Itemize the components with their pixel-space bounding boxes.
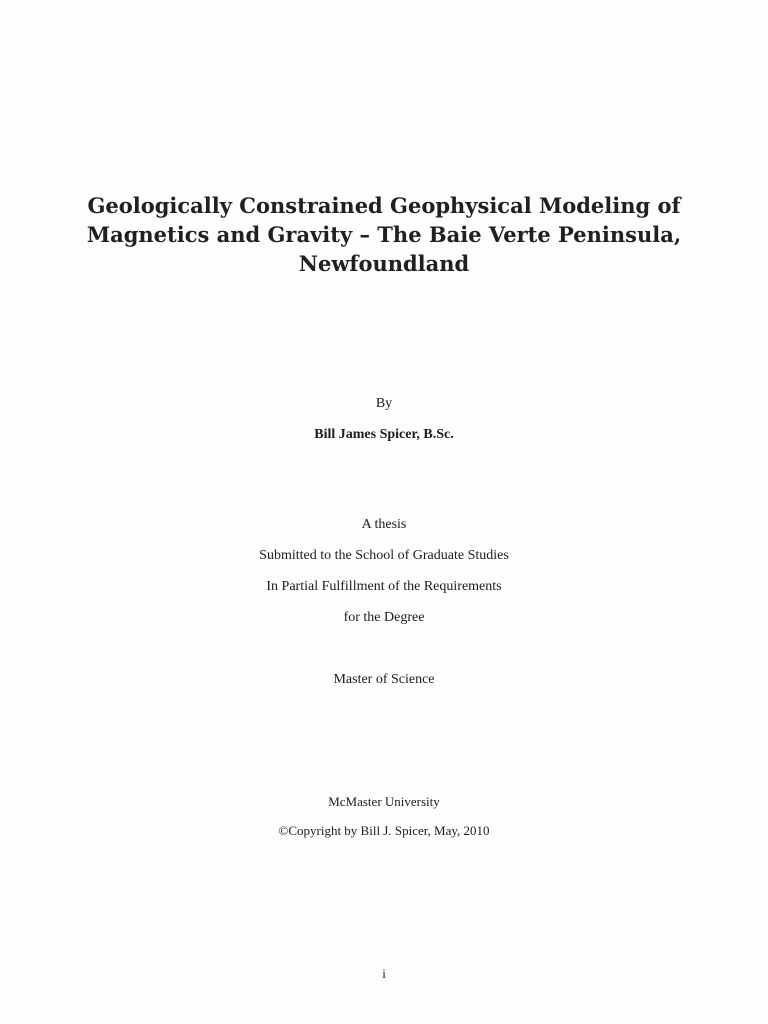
fulfillment-statement: In Partial Fulfillment of the Requirements bbox=[266, 579, 502, 594]
thesis-title-line-3: Newfoundland bbox=[298, 251, 470, 276]
institution-name: McMaster University bbox=[328, 794, 440, 809]
by-label: By bbox=[375, 396, 393, 411]
thesis-label: A thesis bbox=[361, 517, 407, 532]
degree-name: Master of Science bbox=[333, 672, 435, 687]
page-number: i bbox=[382, 966, 386, 981]
author-name: Bill James Spicer, B.Sc. bbox=[314, 427, 454, 442]
thesis-title-line-2: Magnetics and Gravity – The Baie Verte Peninsula, bbox=[86, 222, 682, 247]
degree-statement: for the Degree bbox=[343, 610, 425, 625]
submission-statement: Submitted to the School of Graduate Studies bbox=[259, 548, 509, 563]
thesis-title-line-1: Geologically Constrained Geophysical Modeling of bbox=[87, 193, 681, 218]
copyright-notice: ©Copyright by Bill J. Spicer, May, 2010 bbox=[278, 823, 490, 838]
